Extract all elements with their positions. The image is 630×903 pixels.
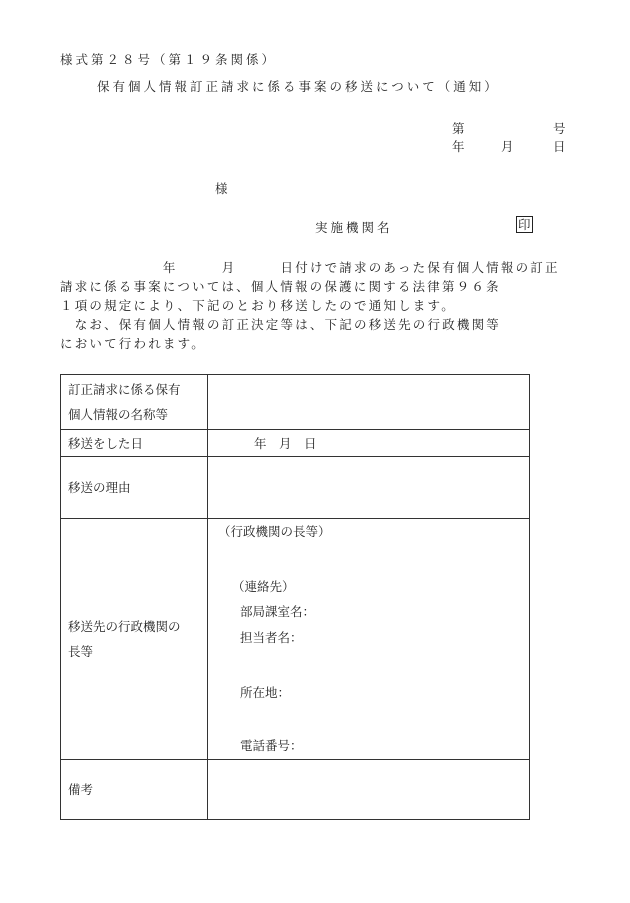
body-line: 年 月 日付けで請求のあった保有個人情報の訂正 [60,260,560,275]
department-label: 部局課室名： [240,604,316,619]
document-title: 保有個人情報訂正請求に係る事案の移送について（通知） [97,79,500,94]
number-suffix: 号 [553,121,569,136]
phone-label: 電話番号： [240,738,303,753]
contact-label: （連絡先） [232,579,295,594]
body-line: １項の規定により、下記のとおり移送したので通知します。 [60,298,456,313]
transfer-date-value[interactable]: 年 月 日 [208,430,530,457]
info-name-label-line: 個人情報の名称等 [68,407,169,422]
destination-label [61,519,208,760]
transfer-reason-value[interactable] [208,457,530,519]
body-line: 請求に係る事案については、個人情報の保護に関する法律第９６条 [60,279,501,294]
body-line: において行われます。 [60,336,207,351]
notice-body [60,258,560,353]
form-number: 様式第２８号（第１９条関係） [60,52,278,67]
table-row [61,430,530,457]
body-line: なお、保有個人情報の訂正決定等は、下記の移送先の行政機関等 [60,317,502,332]
table-row [61,375,530,430]
destination-value[interactable] [208,519,530,760]
info-name-label-line: 訂正請求に係る保有 [68,382,181,397]
date-day: 日 [553,139,569,154]
notice-table [60,374,530,820]
date-year: 年 [452,139,468,154]
destination-head: （行政機関の長等） [218,524,331,539]
date-month: 月 [501,139,517,154]
destination-label-line: 長等 [68,644,94,659]
table-row [61,519,530,760]
info-name-value[interactable] [208,375,530,430]
destination-label-line: 移送先の行政機関の [68,619,181,634]
address-label: 所在地： [240,685,291,700]
remarks-label: 備考 [61,760,208,820]
table-row [61,760,530,820]
table-row [61,457,530,519]
number-prefix: 第 [452,121,468,136]
transfer-date-label: 移送をした日 [61,430,208,457]
seal-mark: 印 [518,217,531,232]
agency-name-label: 実施機関名 [315,220,393,235]
addressee-suffix: 様 [215,181,231,196]
transfer-reason-label: 移送の理由 [61,457,208,519]
remarks-value[interactable] [208,760,530,820]
person-in-charge-label: 担当者名： [240,630,303,645]
info-name-label [61,375,208,430]
